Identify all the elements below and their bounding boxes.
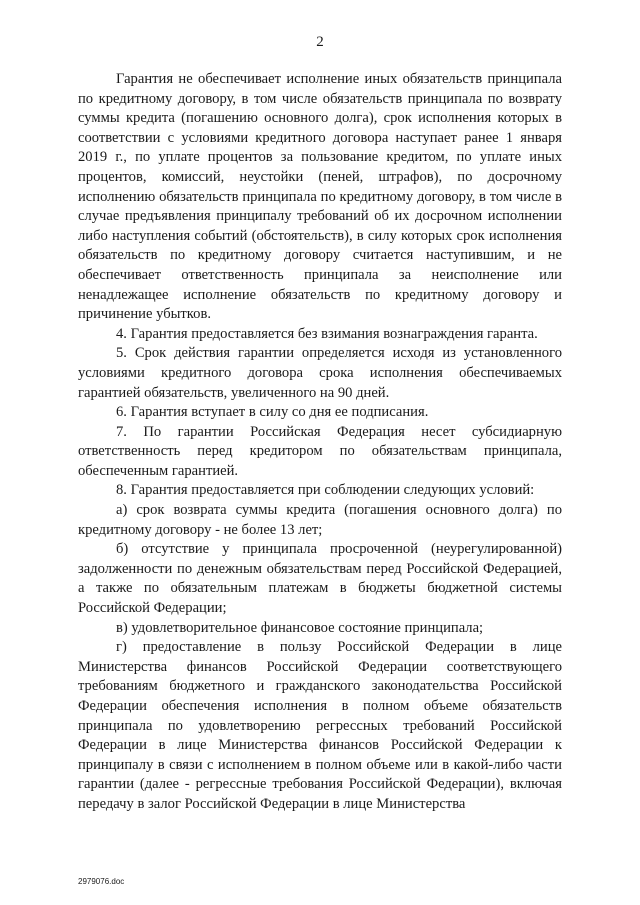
paragraph-item-8b: б) отсутствие у принципала просроченной (неурегулированной) задолженности по денежным обязательствам перед Российской Федерацией, а также по обязательным платежам в бюджеты бюджетной системы Российской Федерации;	[78, 541, 562, 617]
paragraph-item-6: 6. Гарантия вступает в силу со дня ее подписания.	[116, 404, 429, 421]
paragraph-item-8a: а) срок возврата суммы кредита (погашения основного долга) по кредитному договору - не более 13 лет;	[78, 502, 562, 538]
page-number: 2	[316, 34, 324, 50]
document-body	[78, 70, 562, 815]
paragraph-guarantee-exclusions: Гарантия не обеспечивает исполнение иных обязательств принципала по кредитному договору, в том числе обязательств принципала по возврату суммы кредита (погашению основного долга), срок исполнения которых в соответствии с условиями кредитного договора наступает ранее 1 января 2019 г., по уплате процентов за пользование кредитом, по уплате иных процентов, комиссий, неустойки (пеней, штрафов), по досрочному исполнению обязательств принципала по кредитному договору, в том числе в случае предъявления принципалу требований об их досрочном исполнении либо наступления событий (обстоятельств), в силу которых срок исполнения обязательств по кредитному договору считается наступившим, и не обеспечивает ответственность принципала за неисполнение или ненадлежащее исполнение обязательств по кредитному договору и причинение убытков.	[78, 71, 562, 323]
paragraph-item-8v: в) удовлетворительное финансовое состояние принципала;	[116, 619, 484, 636]
paragraph-item-8g: г) предоставление в пользу Российской Федерации в лице Министерства финансов Российской Федерации соответствующего требованиям бюджетного и гражданского законодательства Российской Федерации обеспечения исполнения в полном объеме обязательств принципала по удовлетворению регрессных требований Российской Федерации в лице Министерства финансов Российской Федерации к принципалу в связи с исполнением в полном объеме или в какой-либо части гарантии (далее - регрессные требования Российской Федерации), включая передачу в залог Российской Федерации в лице Министерства	[78, 639, 562, 812]
paragraph-item-4: 4. Гарантия предоставляется без взимания вознаграждения гаранта.	[116, 325, 538, 342]
paragraph-item-5: 5. Срок действия гарантии определяется исходя из установленного условиями кредитного договора срока исполнения обеспечиваемых гарантией обязательств, увеличенного на 90 дней.	[78, 345, 562, 401]
paragraph-item-8: 8. Гарантия предоставляется при соблюдении следующих условий:	[116, 482, 535, 499]
document-file-reference: 2979076.doc	[78, 877, 125, 886]
paragraph-item-7: 7. По гарантии Российская Федерация несет субсидиарную ответственность перед кредитором по обязательствам принципала, обеспеченным гарантией.	[78, 423, 562, 479]
